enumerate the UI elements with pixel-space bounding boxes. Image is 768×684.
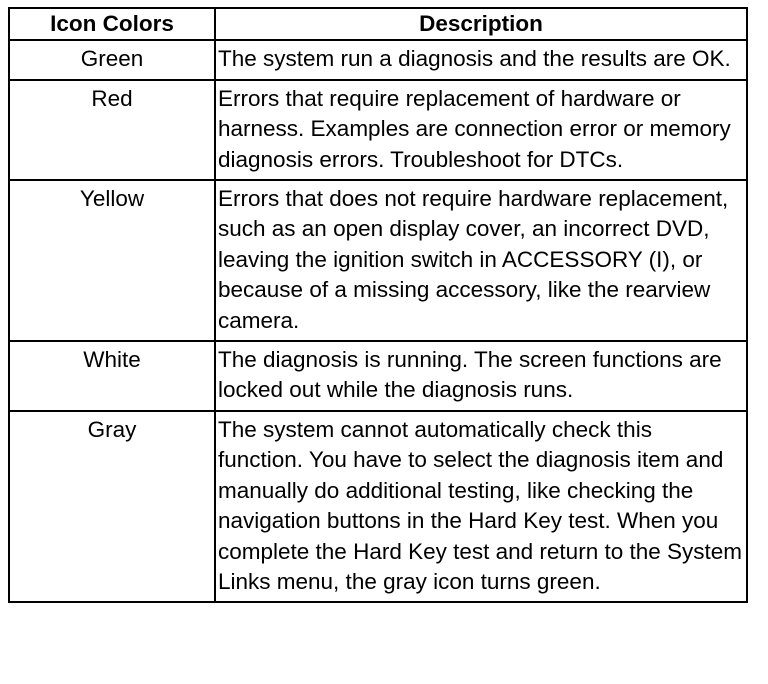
icon-color-cell: Gray: [9, 411, 215, 602]
description-cell: The system run a diagnosis and the results are OK.: [215, 40, 747, 79]
header-description: Description: [215, 8, 747, 40]
description-cell: The diagnosis is running. The screen functions are locked out while the diagnosis runs.: [215, 341, 747, 411]
description-cell: Errors that require replacement of hardware or harness. Examples are connection error or memory diagnosis errors. Troubleshoot for DTCs.: [215, 80, 747, 180]
icon-color-cell: Red: [9, 80, 215, 180]
table-row-red: [9, 80, 747, 180]
icon-color-cell: Yellow: [9, 180, 215, 341]
description-cell: Errors that does not require hardware replacement, such as an open display cover, an incorrect DVD, leaving the ignition switch in ACCESSORY (I), or because of a missing accessory, like the rearview camera.: [215, 180, 747, 341]
icon-colors-table-container: [8, 7, 746, 603]
table-row-gray: [9, 411, 747, 602]
table-row-white: [9, 341, 747, 411]
table-row-green: [9, 40, 747, 79]
icon-colors-table: [8, 7, 748, 603]
table-row-yellow: [9, 180, 747, 341]
icon-color-cell: Green: [9, 40, 215, 79]
header-icon-colors: Icon Colors: [9, 8, 215, 40]
icon-color-cell: White: [9, 341, 215, 411]
description-cell: The system cannot automatically check this function. You have to select the diagnosis item and manually do additional testing, like checking the navigation buttons in the Hard Key test. When you complete the Hard Key test and return to the System Links menu, the gray icon turns green.: [215, 411, 747, 602]
table-header-row: [9, 8, 747, 40]
